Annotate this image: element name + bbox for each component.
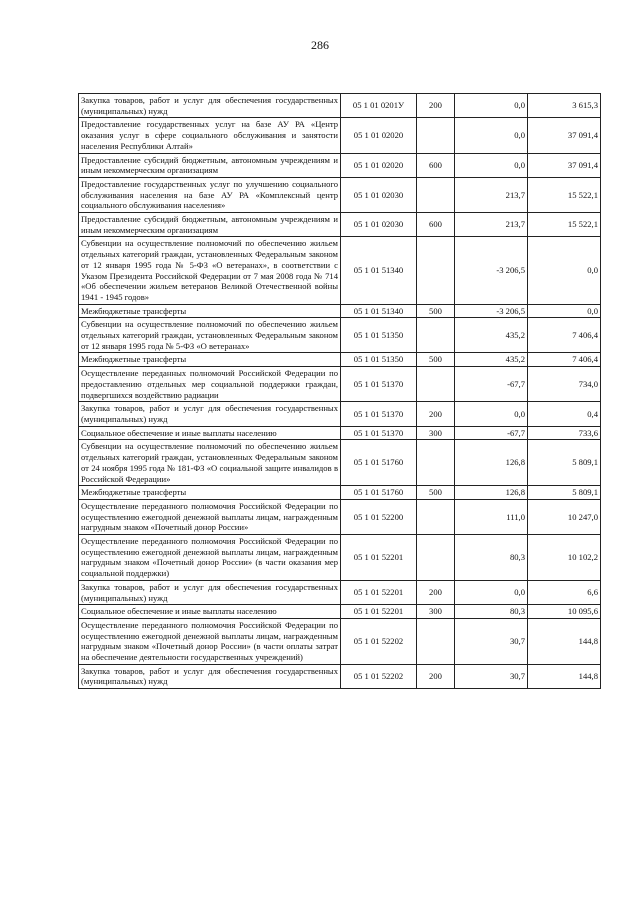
total-amount-cell: 0,0 [528, 237, 601, 304]
expense-name-cell: Межбюджетные трансферты [79, 353, 341, 367]
table-row [79, 618, 601, 664]
target-code-cell: 05 1 01 51340 [341, 304, 417, 318]
expense-name-cell: Предоставление государственных услуг на базе АУ РА «Центр оказания услуг в сфере социального обслуживания и занятости населения Республики Алтай» [79, 118, 341, 153]
expense-name-cell: Осуществление переданного полномочия Российской Федерации по осуществлению ежегодной денежной выплаты лицам, награжденным нагрудным знаком «Почетный донор России» (в части оказания мер социальной поддержки) [79, 535, 341, 581]
change-amount-cell: 111,0 [455, 499, 528, 534]
total-amount-cell: 734,0 [528, 367, 601, 402]
change-amount-cell: 213,7 [455, 213, 528, 237]
expense-name-cell: Субвенции на осуществление полномочий по обеспечению жильем отдельных категорий граждан, установленных Федеральным законом от 24 ноября 1995 года № 181-ФЗ «О социальной защите инвалидов в Российской Федерации» [79, 440, 341, 486]
total-amount-cell: 7 406,4 [528, 318, 601, 353]
total-amount-cell: 10 102,2 [528, 535, 601, 581]
expense-type-cell [417, 440, 455, 486]
total-amount-cell: 10 247,0 [528, 499, 601, 534]
total-amount-cell: 7 406,4 [528, 353, 601, 367]
page-number: 286 [311, 38, 329, 52]
target-code-cell: 05 1 01 52201 [341, 535, 417, 581]
target-code-cell: 05 1 01 0201У [341, 94, 417, 118]
expense-type-cell [417, 499, 455, 534]
expense-type-cell [417, 177, 455, 212]
change-amount-cell: -3 206,5 [455, 237, 528, 304]
total-amount-cell: 144,8 [528, 618, 601, 664]
change-amount-cell: 435,2 [455, 353, 528, 367]
target-code-cell: 05 1 01 51370 [341, 367, 417, 402]
change-amount-cell: -67,7 [455, 426, 528, 440]
expense-type-cell: 600 [417, 213, 455, 237]
expense-name-cell: Осуществление переданного полномочия Российской Федерации по осуществлению ежегодной денежной выплаты лицам, награжденным нагрудным знаком «Почетный донор России» [79, 499, 341, 534]
change-amount-cell: 213,7 [455, 177, 528, 212]
table-row [79, 94, 601, 118]
target-code-cell: 05 1 01 02020 [341, 153, 417, 177]
table-row [79, 353, 601, 367]
change-amount-cell: 0,0 [455, 94, 528, 118]
target-code-cell: 05 1 01 52202 [341, 664, 417, 688]
expense-type-cell [417, 318, 455, 353]
target-code-cell: 05 1 01 02030 [341, 213, 417, 237]
total-amount-cell: 733,6 [528, 426, 601, 440]
table-row [79, 304, 601, 318]
change-amount-cell: 435,2 [455, 318, 528, 353]
expense-type-cell [417, 237, 455, 304]
expense-type-cell [417, 535, 455, 581]
expense-type-cell [417, 618, 455, 664]
expense-type-cell: 500 [417, 486, 455, 500]
table-row [79, 440, 601, 486]
total-amount-cell: 37 091,4 [528, 153, 601, 177]
change-amount-cell: 80,3 [455, 535, 528, 581]
total-amount-cell: 15 522,1 [528, 177, 601, 212]
target-code-cell: 05 1 01 02020 [341, 118, 417, 153]
table-row [79, 153, 601, 177]
expense-type-cell: 300 [417, 426, 455, 440]
total-amount-cell: 0,4 [528, 402, 601, 426]
target-code-cell: 05 1 01 52202 [341, 618, 417, 664]
table-row [79, 580, 601, 604]
expense-name-cell: Предоставление государственных услуг по улучшению социального обслуживания населения на базе АУ РА «Комплексный центр социального обслуживания населения» [79, 177, 341, 212]
table-row [79, 664, 601, 688]
table-row [79, 426, 601, 440]
change-amount-cell: -3 206,5 [455, 304, 528, 318]
change-amount-cell: -67,7 [455, 367, 528, 402]
target-code-cell: 05 1 01 51760 [341, 440, 417, 486]
expense-name-cell: Межбюджетные трансферты [79, 486, 341, 500]
table-row [79, 318, 601, 353]
expense-name-cell: Закупка товаров, работ и услуг для обеспечения государственных (муниципальных) нужд [79, 664, 341, 688]
table-row [79, 118, 601, 153]
target-code-cell: 05 1 01 51340 [341, 237, 417, 304]
change-amount-cell: 80,3 [455, 605, 528, 619]
table-row [79, 499, 601, 534]
table-row [79, 535, 601, 581]
table-row [79, 605, 601, 619]
expense-type-cell: 200 [417, 402, 455, 426]
expense-name-cell: Осуществление переданных полномочий Российской Федерации по предоставлению отдельных мер социальной поддержки граждан, подвергшихся воздействию радиации [79, 367, 341, 402]
expense-name-cell: Межбюджетные трансферты [79, 304, 341, 318]
expense-type-cell: 200 [417, 580, 455, 604]
expense-name-cell: Социальное обеспечение и иные выплаты населению [79, 426, 341, 440]
budget-table [78, 93, 601, 689]
expense-name-cell: Закупка товаров, работ и услуг для обеспечения государственных (муниципальных) нужд [79, 94, 341, 118]
expense-type-cell: 500 [417, 353, 455, 367]
expense-name-cell: Социальное обеспечение и иные выплаты населению [79, 605, 341, 619]
target-code-cell: 05 1 01 51370 [341, 402, 417, 426]
change-amount-cell: 0,0 [455, 118, 528, 153]
expense-name-cell: Закупка товаров, работ и услуг для обеспечения государственных (муниципальных) нужд [79, 402, 341, 426]
change-amount-cell: 0,0 [455, 153, 528, 177]
target-code-cell: 05 1 01 52201 [341, 580, 417, 604]
target-code-cell: 05 1 01 51350 [341, 318, 417, 353]
target-code-cell: 05 1 01 51760 [341, 486, 417, 500]
table-row [79, 486, 601, 500]
expense-type-cell: 500 [417, 304, 455, 318]
total-amount-cell: 0,0 [528, 304, 601, 318]
change-amount-cell: 30,7 [455, 618, 528, 664]
expense-name-cell: Осуществление переданного полномочия Российской Федерации по осуществлению ежегодной денежной выплаты лицам, награжденным нагрудным знаком «Почетный донор России» (в части оплаты затрат на обеспечение деятельности государственных учреждений) [79, 618, 341, 664]
expense-type-cell: 300 [417, 605, 455, 619]
total-amount-cell: 10 095,6 [528, 605, 601, 619]
change-amount-cell: 0,0 [455, 402, 528, 426]
change-amount-cell: 126,8 [455, 440, 528, 486]
change-amount-cell: 126,8 [455, 486, 528, 500]
expense-name-cell: Субвенции на осуществление полномочий по обеспечению жильем отдельных категорий граждан, установленных Федеральным законом от 12 января 1995 года № 5-ФЗ «О ветеранах» [79, 318, 341, 353]
expense-name-cell: Предоставление субсидий бюджетным, автономным учреждениям и иным некоммерческим организациям [79, 153, 341, 177]
budget-table-body [79, 94, 601, 689]
expense-name-cell: Закупка товаров, работ и услуг для обеспечения государственных (муниципальных) нужд [79, 580, 341, 604]
table-row [79, 237, 601, 304]
target-code-cell: 05 1 01 52201 [341, 605, 417, 619]
expense-name-cell: Предоставление субсидий бюджетным, автономным учреждениям и иным некоммерческим организациям [79, 213, 341, 237]
total-amount-cell: 37 091,4 [528, 118, 601, 153]
total-amount-cell: 6,6 [528, 580, 601, 604]
table-row [79, 177, 601, 212]
target-code-cell: 05 1 01 02030 [341, 177, 417, 212]
expense-type-cell [417, 118, 455, 153]
expense-name-cell: Субвенции на осуществление полномочий по обеспечению жильем отдельных категорий граждан, установленных Федеральным законом от 12 января 1995 года № 5-ФЗ «О ветеранах», в соответствии с Указом Президента Российской Федерации от 7 мая 2008 года № 714 «Об обеспечении жильем ветеранов Великой Отечественной войны 1941 - 1945 годов» [79, 237, 341, 304]
change-amount-cell: 30,7 [455, 664, 528, 688]
total-amount-cell: 15 522,1 [528, 213, 601, 237]
change-amount-cell: 0,0 [455, 580, 528, 604]
table-row [79, 402, 601, 426]
expense-type-cell: 600 [417, 153, 455, 177]
total-amount-cell: 5 809,1 [528, 486, 601, 500]
total-amount-cell: 144,8 [528, 664, 601, 688]
table-row [79, 367, 601, 402]
target-code-cell: 05 1 01 51350 [341, 353, 417, 367]
target-code-cell: 05 1 01 52200 [341, 499, 417, 534]
expense-type-cell: 200 [417, 94, 455, 118]
expense-type-cell [417, 367, 455, 402]
expense-type-cell: 200 [417, 664, 455, 688]
total-amount-cell: 5 809,1 [528, 440, 601, 486]
table-row [79, 213, 601, 237]
target-code-cell: 05 1 01 51370 [341, 426, 417, 440]
total-amount-cell: 3 615,3 [528, 94, 601, 118]
